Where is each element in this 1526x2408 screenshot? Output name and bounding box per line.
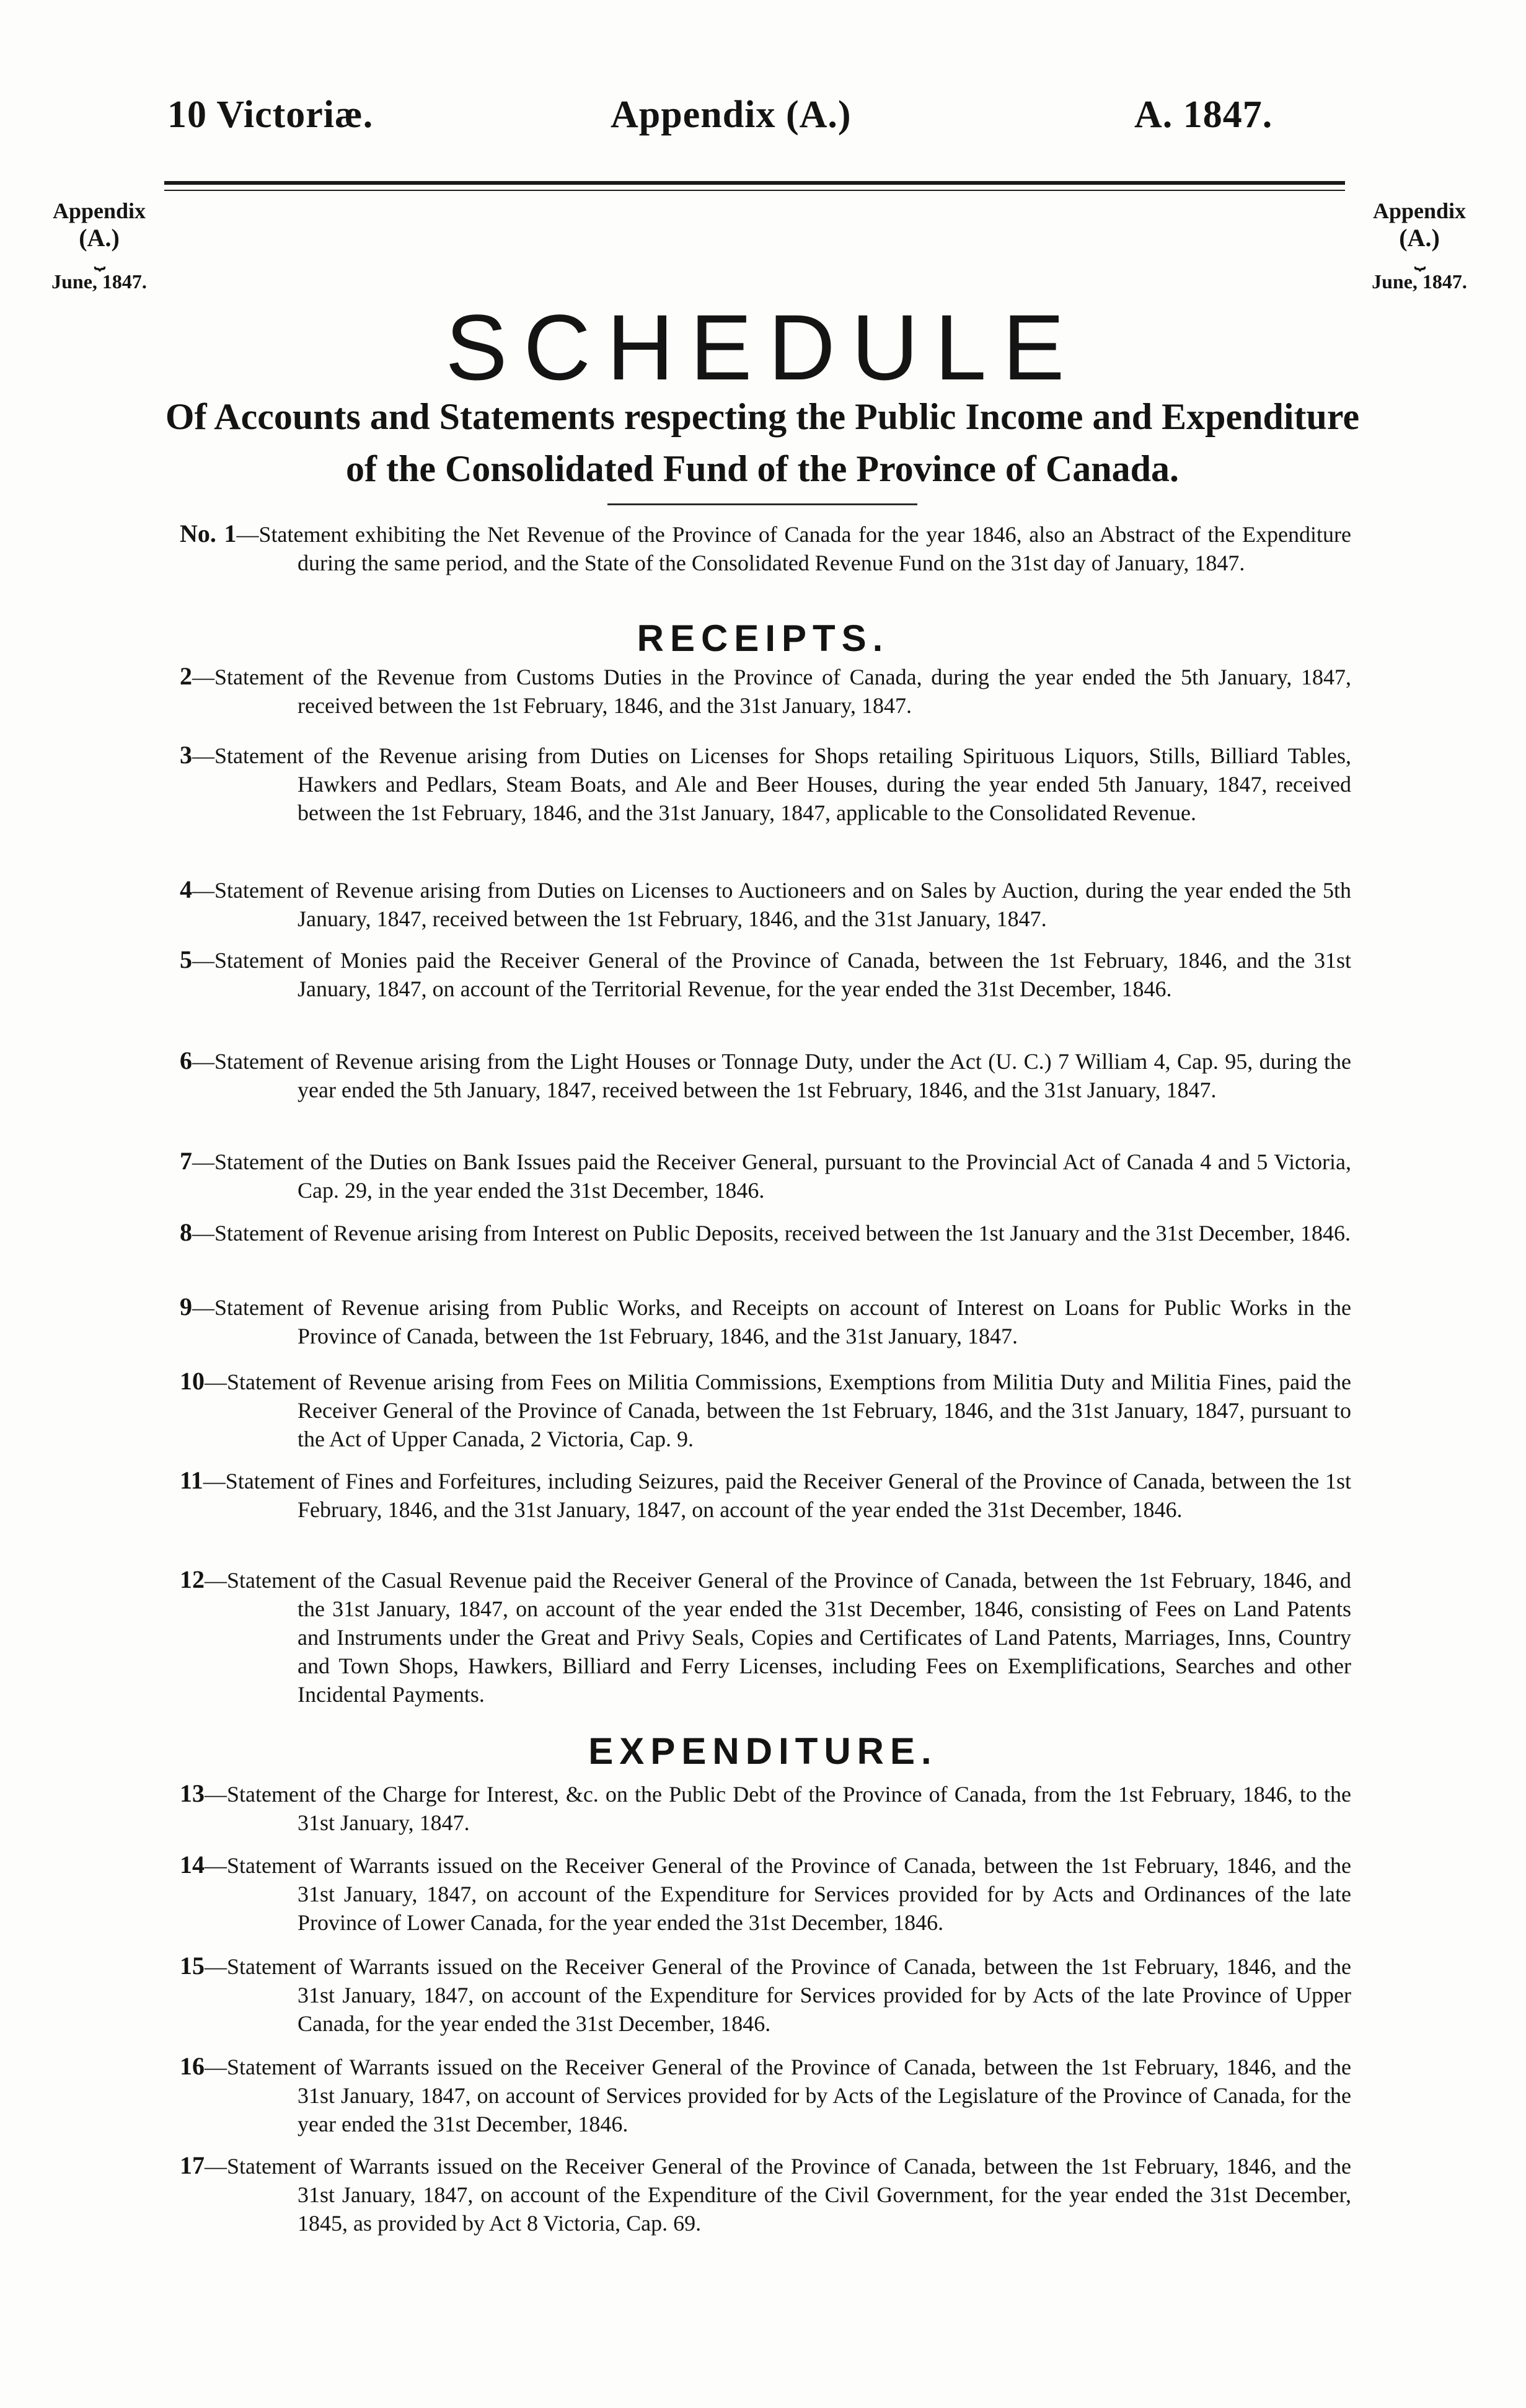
section-heading-expenditure: EXPENDITURE. bbox=[588, 1730, 938, 1772]
running-header-year: A. 1847. bbox=[1134, 94, 1273, 136]
side-note-left-date: June, 1847. bbox=[51, 270, 147, 293]
entry-text: —Statement of Warrants issued on the Receiver General of the Province of Canada, between the 1st February, 1846, and the 31st January, 1847, on account of the Expenditure of the Civil Government, for the year ended the 31st December, 1845, as provided by Act 8 Victoria, Cap. 69. bbox=[205, 2154, 1351, 2236]
entry-number: 8 bbox=[180, 1218, 192, 1246]
side-note-right-letter: (A.) bbox=[1399, 224, 1440, 252]
entry-number: 14 bbox=[180, 1851, 205, 1879]
schedule-entry-9 bbox=[180, 1293, 1351, 1350]
entry-text: —Statement of the Charge for Interest, &c. on the Public Debt of the Province of Canada, from the 1st February, 1846, to the 31st January, 1847. bbox=[205, 1782, 1351, 1835]
schedule-entry-13 bbox=[180, 1779, 1351, 1837]
schedule-entry-6 bbox=[180, 1047, 1351, 1104]
side-note-right-date: June, 1847. bbox=[1372, 270, 1467, 293]
entry-text: —Statement of the Revenue from Customs Duties in the Province of Canada, during the year ended the 5th January, 1847, received between the 1st February, 1846, and the 31st January, 1847. bbox=[192, 665, 1351, 718]
entry-number: 17 bbox=[180, 2151, 205, 2179]
entry-number: 5 bbox=[180, 945, 192, 973]
schedule-entry-10 bbox=[180, 1367, 1351, 1453]
page-subtitle bbox=[136, 391, 1388, 495]
schedule-entry-16 bbox=[180, 2052, 1351, 2138]
subtitle-line-1: Of Accounts and Statements respecting the Public Income and Expenditure bbox=[165, 396, 1360, 437]
entry-number: 7 bbox=[180, 1147, 192, 1175]
subtitle-line-2: of the Consolidated Fund of the Province of Canada. bbox=[346, 448, 1179, 489]
schedule-entry-11 bbox=[180, 1466, 1351, 1524]
header-rule-thin bbox=[164, 190, 1345, 191]
schedule-entry-14 bbox=[180, 1851, 1351, 1937]
schedule-entry-4 bbox=[180, 875, 1351, 933]
running-header-regnal-year: 10 Victoriæ. bbox=[167, 94, 374, 136]
entry-number: 6 bbox=[180, 1047, 192, 1074]
entry-text: —Statement of Revenue arising from the Light Houses or Tonnage Duty, under the Act (U. C.) 7 William 4, Cap. 95, during the year ended the 5th January, 1847, received between the 1st February, 1846, and the 31st January, 1847. bbox=[192, 1049, 1351, 1102]
schedule-entry-2 bbox=[180, 662, 1351, 720]
entry-text: —Statement of the Casual Revenue paid the Receiver General of the Province of Canada, between the 1st February, 1846, and the 31st January, 1847, on account of the year ended the 31st December, 1846, consisting of Fees on Land Patents and Instruments under the Great and Privy Seals, Copies and Certificates of Land Patents, Marriages, Inns, Country and Town Shops, Hawkers, Billiard and Ferry Licenses, including Fees on Exemplifications, Searches and other Incidental Payments. bbox=[205, 1568, 1351, 1707]
schedule-entry-3 bbox=[180, 741, 1351, 827]
section-heading-receipts: RECEIPTS. bbox=[637, 617, 889, 659]
entry-text: —Statement of Monies paid the Receiver General of the Province of Canada, between the 1st February, 1846, and the 31st January, 1847, on account of the Territorial Revenue, for the year ended the 31st December, 1846. bbox=[192, 948, 1351, 1001]
entry-text: —Statement of Warrants issued on the Receiver General of the Province of Canada, between the 1st February, 1846, and the 31st January, 1847, on account of the Expenditure for Services provided for by Acts of the late Province of Upper Canada, for the year ended the 31st December, 1846. bbox=[205, 1954, 1351, 2036]
side-note-right bbox=[1345, 197, 1494, 295]
entry-number: No. 1 bbox=[180, 520, 237, 547]
entry-text: —Statement of Revenue arising from Duties on Licenses to Auctioneers and on Sales by Auction, during the year ended the 5th January, 1847, received between the 1st February, 1846, and the 31st January, 1847. bbox=[192, 878, 1351, 931]
entry-number: 4 bbox=[180, 875, 192, 903]
entry-text: —Statement of Revenue arising from Public Works, and Receipts on account of Interest on Loans for Public Works in the Province of Canada, between the 1st February, 1846, and the 31st January, 1847. bbox=[192, 1295, 1351, 1348]
schedule-entry-7 bbox=[180, 1147, 1351, 1205]
title-divider bbox=[607, 503, 917, 505]
schedule-entry-5 bbox=[180, 945, 1351, 1003]
entry-number: 10 bbox=[180, 1367, 205, 1395]
entry-number: 15 bbox=[180, 1952, 205, 1980]
side-note-left bbox=[25, 197, 174, 295]
schedule-entry-12 bbox=[180, 1565, 1351, 1709]
schedule-entry-15 bbox=[180, 1952, 1351, 2038]
entry-text: —Statement of Revenue arising from Interest on Public Deposits, received between the 1st January and the 31st December, 1846. bbox=[192, 1221, 1351, 1246]
entry-number: 2 bbox=[180, 662, 192, 690]
entry-text: —Statement of Warrants issued on the Receiver General of the Province of Canada, between the 1st February, 1846, and the 31st January, 1847, on account of Services provided for by Acts of the Legislature of the Province of Canada, for the year ended the 31st December, 1846. bbox=[205, 2055, 1351, 2136]
entry-number: 9 bbox=[180, 1293, 192, 1321]
brace-icon: ⏟ bbox=[94, 249, 104, 270]
brace-icon: ⏟ bbox=[1414, 249, 1424, 270]
entry-text: —Statement of the Duties on Bank Issues paid the Receiver General, pursuant to the Provincial Act of Canada 4 and 5 Victoria, Cap. 29, in the year ended the 31st December, 1846. bbox=[192, 1149, 1351, 1203]
schedule-entry-8 bbox=[180, 1218, 1351, 1247]
header-rule-thick bbox=[164, 181, 1345, 185]
entry-number: 16 bbox=[180, 2052, 205, 2080]
side-note-right-label: Appendix bbox=[1372, 198, 1466, 223]
entry-number: 12 bbox=[180, 1565, 205, 1593]
page-title: SCHEDULE bbox=[445, 295, 1081, 399]
entry-text: —Statement of Fines and Forfeitures, including Seizures, paid the Receiver General of the Province of Canada, between the 1st February, 1846, and the 31st January, 1847, on account of the year ended the 31st December, 1846. bbox=[203, 1469, 1351, 1522]
side-note-left-letter: (A.) bbox=[79, 224, 120, 252]
entry-text: —Statement of the Revenue arising from Duties on Licenses for Shops retailing Spirituous Liquors, Stills, Billiard Tables, Hawkers and Pedlars, Steam Boats, and Ale and Beer Houses, during the year ended 5th January, 1847, received between the 1st February, 1846, and the 31st January, 1847, applicable to the Consolidated Revenue. bbox=[192, 743, 1351, 825]
entry-text: —Statement of Warrants issued on the Receiver General of the Province of Canada, between the 1st February, 1846, and the 31st January, 1847, on account of the Expenditure for Services provided for by Acts and Ordinances of the late Province of Lower Canada, for the year ended the 31st December, 1846. bbox=[205, 1853, 1351, 1935]
schedule-entry-17 bbox=[180, 2151, 1351, 2238]
side-note-left-label: Appendix bbox=[52, 198, 146, 223]
entry-text: —Statement exhibiting the Net Revenue of the Province of Canada for the year 1846, also an Abstract of the Expenditure during the same period, and the State of the Consolidated Revenue Fund on the 31st day of January, 1847. bbox=[236, 522, 1351, 575]
schedule-entry-1 bbox=[180, 520, 1351, 577]
running-header-appendix: Appendix (A.) bbox=[611, 94, 852, 136]
entry-number: 13 bbox=[180, 1779, 205, 1807]
entry-text: —Statement of Revenue arising from Fees on Militia Commissions, Exemptions from Militia Duty and Militia Fines, paid the Receiver General of the Province of Canada, between the 1st February, 1846, and the 31st January, 1847, pursuant to the Act of Upper Canada, 2 Victoria, Cap. 9. bbox=[205, 1370, 1351, 1451]
entry-number: 3 bbox=[180, 741, 192, 769]
entry-number: 11 bbox=[180, 1466, 203, 1494]
